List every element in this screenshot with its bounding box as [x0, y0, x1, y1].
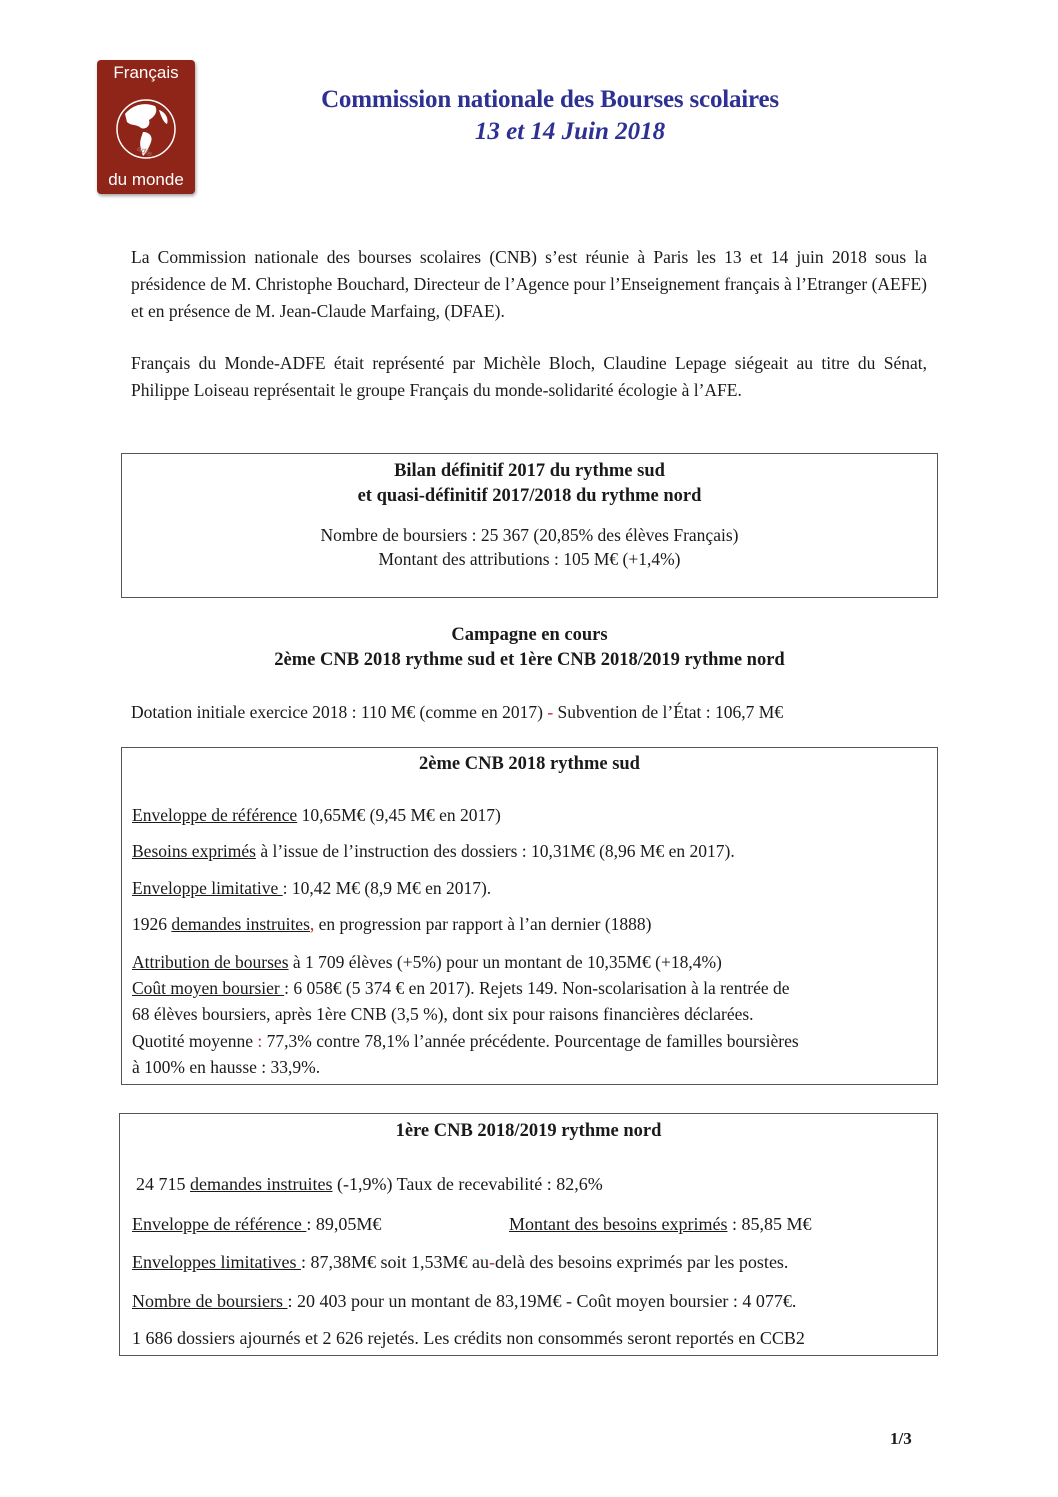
sud-besoins-line — [132, 838, 929, 864]
label: demandes instruites — [171, 914, 310, 934]
dotation-separator: - — [547, 702, 554, 722]
value: : 85,85 M€ — [727, 1214, 812, 1234]
document-title: Commission nationale des Bourses scolaires — [321, 86, 779, 113]
sud-box — [121, 747, 938, 1085]
campaign-heading-line-1: Campagne en cours — [451, 625, 608, 645]
value: : 20 403 pour un montant de 83,19M€ - Coût moyen boursier : 4 077€. — [287, 1291, 797, 1311]
logo-bottom-text: du monde — [108, 170, 184, 189]
colon: : — [257, 1031, 263, 1051]
value: à 1 709 élèves (+5%) pour un montant de 10,35M€ (+18,4%) — [288, 952, 722, 972]
bilan-heading-line-1: Bilan définitif 2017 du rythme sud — [394, 461, 665, 481]
document-date: 13 et 14 Juin 2018 — [474, 118, 666, 145]
globe-icon — [115, 96, 177, 162]
bilan-box — [121, 453, 938, 598]
label: Quotité moyenne — [132, 1031, 258, 1051]
sud-cout-line — [132, 975, 929, 1001]
francais-du-monde-logo — [97, 60, 195, 194]
value: : 6 058€ (5 374 € en 2017). Rejets 149. Non-scolarisation à la rentrée de — [284, 978, 790, 998]
label: Enveloppes limitatives — [132, 1252, 301, 1272]
sud-limitative-line — [132, 875, 929, 901]
value: à l’issue de l’instruction des dossiers : 10,31M€ (8,96 M€ en 2017). — [255, 841, 735, 861]
sud-attribution-line — [132, 949, 929, 975]
value: : 10,42 M€ (8,9 M€ en 2017). — [282, 878, 492, 898]
nord-box — [119, 1113, 938, 1356]
value: 77,3% contre 78,1% l’année précédente. Pourcentage de familles boursières — [262, 1031, 799, 1051]
nord-heading: 1ère CNB 2018/2019 rythme nord — [395, 1121, 662, 1141]
page-number: 1/3 — [890, 1429, 912, 1448]
bilan-montant-stat: Montant des attributions : 105 M€ (+1,4%) — [378, 549, 681, 569]
label: demandes instruites — [190, 1174, 333, 1194]
count: 1926 — [132, 914, 172, 934]
svg-text:adfe: adfe — [135, 143, 154, 159]
value: (-1,9%) Taux de recevabilité : 82,6% — [332, 1174, 603, 1194]
dash: - — [489, 1252, 495, 1272]
sud-heading: 2ème CNB 2018 rythme sud — [419, 754, 640, 774]
value: : 87,38M€ soit 1,53M€ au — [300, 1252, 489, 1272]
label: Enveloppe de référence — [132, 805, 298, 825]
sud-cout-line-2: 68 élèves boursiers, après 1ère CNB (3,5 %), dont six pour raisons financières déclarées. — [132, 1004, 754, 1024]
value: 10,65M€ (9,45 M€ en 2017) — [297, 805, 501, 825]
comma: , — [309, 914, 315, 934]
bilan-heading-line-2: et quasi-définitif 2017/2018 du rythme nord — [357, 486, 702, 506]
sud-reference-line — [132, 802, 929, 828]
subvention-text: Subvention de l’État : 106,7 M€ — [553, 702, 784, 722]
label: Attribution de bourses — [132, 952, 289, 972]
bilan-heading — [122, 459, 937, 509]
nord-besoins-line — [509, 1211, 812, 1237]
intro-paragraph-1: La Commission nationale des bourses scolaires (CNB) s’est réunie à Paris les 13 et 14 juin 2018 sous la présidence de M. Christophe Bouchard, Directeur de l’Agence pour l’Enseignement français à l’Etranger (AEFE) et en présence de M. Jean-Claude Marfaing, (DFAE). — [131, 247, 927, 321]
label: Enveloppe limitative — [132, 878, 283, 898]
sud-quotite-line — [132, 1028, 929, 1054]
label: Nombre de boursiers — [132, 1291, 288, 1311]
nord-boursiers-line — [132, 1288, 796, 1314]
count: 24 715 — [136, 1174, 190, 1194]
intro-paragraph-2: Français du Monde-ADFE était représenté par Michèle Bloch, Claudine Lepage siégeait au titre du Sénat, Philippe Loiseau représentait le groupe Français du monde-solidarité écologie à l’AFE. — [131, 353, 927, 400]
dotation-text: Dotation initiale exercice 2018 : 110 M€ (comme en 2017) — [131, 702, 548, 722]
sud-demandes-line — [132, 911, 929, 937]
dotation-line — [131, 702, 783, 723]
label: Montant des besoins exprimés — [509, 1214, 728, 1234]
nord-dossiers-line: 1 686 dossiers ajournés et 2 626 rejetés. Les crédits non consommés seront reportés en CCB2 — [132, 1328, 805, 1348]
label: Enveloppe de référence — [132, 1214, 307, 1234]
campaign-heading-line-2: 2ème CNB 2018 rythme sud et 1ère CNB 2018/2019 rythme nord — [274, 650, 785, 670]
value-cont: delà des besoins exprimés par les postes. — [495, 1252, 789, 1272]
label: Besoins exprimés — [132, 841, 256, 861]
logo-top-text: Français — [113, 63, 179, 82]
label: Coût moyen boursier — [132, 978, 285, 998]
nord-limitatives-line — [132, 1249, 788, 1275]
value: en progression par rapport à l’an dernier (1888) — [314, 914, 652, 934]
campaign-heading — [121, 623, 938, 673]
nord-reference-line — [132, 1211, 381, 1237]
bilan-boursiers-stat: Nombre de boursiers : 25 367 (20,85% des élèves Français) — [320, 525, 739, 545]
value: : 89,05M€ — [306, 1214, 382, 1234]
nord-demandes-line — [136, 1171, 603, 1197]
sud-quotite-line-2: à 100% en hausse : 33,9%. — [132, 1057, 321, 1077]
